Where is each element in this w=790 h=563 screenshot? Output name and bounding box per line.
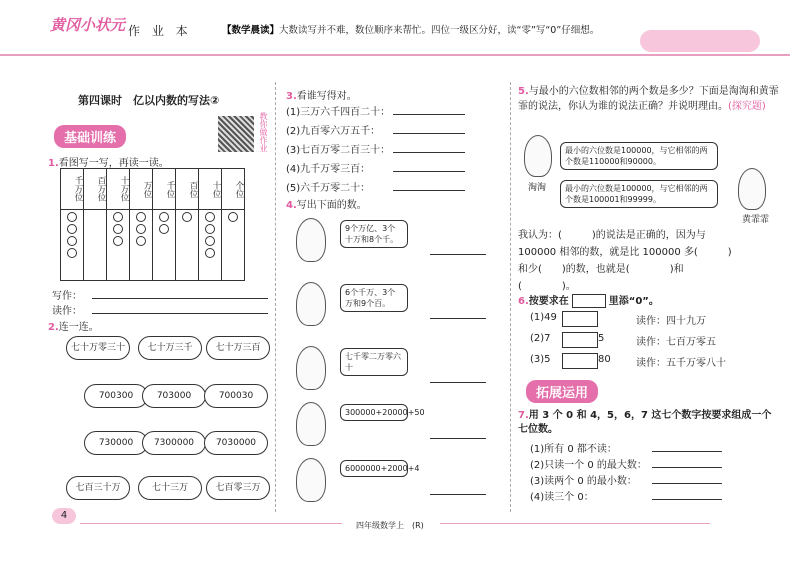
abacus-bead [205, 236, 215, 246]
q7-item-label: (4)读三个 0： [530, 492, 594, 503]
q4-speech-bubble: 6个千万、3个万和9个百。 [340, 284, 408, 312]
abacus-bead [159, 224, 169, 234]
abacus-column-header: 个位 [222, 169, 245, 210]
abacus-column-header: 千位 [153, 169, 176, 210]
abacus-column-header: 百万位 [84, 169, 107, 210]
abacus-column-header: 百位 [176, 169, 199, 210]
brand-logo: 黄冈小状元 [50, 16, 126, 34]
q1-prompt [48, 154, 169, 169]
abacus-bead [113, 212, 123, 222]
q1-text: 看图写一写，再读一读。 [58, 158, 169, 169]
q1-number: 1. [48, 158, 59, 169]
qr-caption: 教你做作业 [259, 112, 268, 152]
abacus-rod [107, 210, 130, 281]
q6-number: 6. [518, 296, 529, 307]
q5-answer-line[interactable]: 和少( )的数，也就是( )和 [518, 264, 684, 275]
column-divider-left [275, 82, 276, 512]
q5-tag: (探究题) [728, 101, 766, 112]
abacus-column-header: 十万位 [107, 169, 130, 210]
q6-item-right: 80 [598, 354, 611, 365]
q4-speech-bubble: 七千零二万零六十 [340, 348, 408, 376]
q3-answer-line[interactable] [393, 152, 465, 153]
abacus-bead [67, 248, 77, 258]
q7-number: 7. [518, 410, 529, 421]
q6-read-text: 读作：四十九万 [636, 316, 706, 327]
q4-text: 写出下面的数。 [296, 200, 367, 211]
abacus-rod [222, 210, 245, 281]
section-basic-training: 基础训练 [54, 125, 126, 148]
abacus-bead [159, 212, 169, 222]
q4-number: 4. [286, 200, 297, 211]
q5-answer-line[interactable]: ( )。 [518, 281, 576, 292]
abacus-bead [67, 236, 77, 246]
q4-child-figure [296, 458, 326, 502]
q4-prompt [286, 196, 367, 211]
q7-item-label: (2)只读一个 0 的最大数： [530, 460, 647, 471]
taotao-speech: 最小的六位数是100000，与它相邻的两个数是110000和90000。 [560, 142, 718, 170]
q7-item-label: (1)所有 0 都不读： [530, 444, 617, 455]
q3-answer-line[interactable] [393, 133, 465, 134]
abacus-bead [113, 236, 123, 246]
q6-text-a: 按要求在 [528, 296, 569, 307]
q2-cloud-option[interactable]: 700300 [84, 384, 148, 408]
header-divider [0, 54, 790, 56]
q7-prompt [518, 409, 780, 437]
q6-input-box[interactable] [562, 332, 598, 348]
abacus-bead [136, 224, 146, 234]
lesson-title: 第四课时 亿以内数的写法② [78, 94, 220, 107]
q2-cloud-option[interactable]: 七百三十万 [66, 476, 130, 500]
q3-number: 3. [286, 91, 297, 102]
q3-text: 看谁写得对。 [296, 91, 357, 102]
q7-answer-line[interactable] [652, 483, 722, 484]
q7-answer-line[interactable] [652, 499, 722, 500]
q4-child-figure [296, 282, 326, 326]
q4-child-figure [296, 218, 326, 262]
q6-text-b: 里添“0”。 [608, 296, 659, 307]
q6-input-box[interactable] [562, 353, 598, 369]
abacus-bead [136, 212, 146, 222]
abacus-rod [153, 210, 176, 281]
section-extend: 拓展运用 [526, 380, 598, 403]
q1-write-label: 写作： [52, 291, 82, 302]
abacus-bead [67, 212, 77, 222]
q2-cloud-option[interactable]: 七十三万 [138, 476, 202, 500]
q2-cloud-option[interactable]: 730000 [84, 431, 148, 455]
q1-write-line[interactable] [92, 298, 268, 299]
page-number-badge: 4 [52, 508, 76, 524]
morning-reading-tag: 【数学晨读】 [222, 25, 280, 36]
q2-cloud-option[interactable]: 七百零三万 [206, 476, 270, 500]
q6-item-left: (1)49 [530, 312, 557, 323]
q6-box-sample [572, 294, 606, 308]
column-divider-right [510, 82, 511, 512]
abacus-bead [182, 212, 192, 222]
huangfeifei-speech: 最小的六位数是100000，与它相邻的两个数是100001和99999。 [560, 180, 718, 208]
q4-answer-line[interactable] [430, 318, 486, 319]
abacus-bead [228, 212, 238, 222]
morning-reading [222, 22, 599, 36]
q6-read-text: 读作：五千万零八十 [636, 358, 726, 369]
q4-answer-line[interactable] [430, 254, 486, 255]
huangfeifei-name: 黄霏霏 [742, 215, 770, 225]
q1-read-label: 读作： [52, 306, 82, 317]
qr-code [218, 116, 254, 152]
q4-answer-line[interactable] [430, 382, 486, 383]
q3-item-label: (5)六千万零二十： [286, 183, 371, 194]
q2-cloud-option[interactable]: 七十万三百 [206, 336, 270, 360]
abacus-column-header: 十位 [199, 169, 222, 210]
abacus-bead [205, 248, 215, 258]
q3-answer-line[interactable] [393, 171, 465, 172]
q7-answer-line[interactable] [652, 467, 722, 468]
q3-answer-line[interactable] [393, 190, 465, 191]
morning-reading-text: 大数读写并不难，数位顺序来帮忙。四位一级区分好，读“零”写“0”仔细想。 [279, 25, 600, 36]
q5-prompt [518, 84, 780, 114]
q6-item-right: 5 [598, 333, 605, 344]
q2-cloud-option[interactable]: 7300000 [142, 431, 206, 455]
q4-speech-bubble: 9个万亿、3个十万和8个千。 [340, 220, 408, 248]
book-label: 作 业 本 [128, 24, 192, 38]
q6-read-text: 读作：七百万零五 [636, 337, 716, 348]
taotao-figure [524, 135, 552, 177]
q6-item-left: (2)7 [530, 333, 551, 344]
abacus-rod [130, 210, 153, 281]
q3-item-label: (1)三万六千四百二十： [286, 107, 391, 118]
abacus-bead [205, 212, 215, 222]
q2-cloud-option[interactable]: 7030000 [204, 431, 268, 455]
q2-cloud-option[interactable]: 700030 [204, 384, 268, 408]
abacus-bead [67, 224, 77, 234]
q3-prompt [286, 87, 357, 102]
q2-number: 2. [48, 322, 59, 333]
abacus-rod [199, 210, 222, 281]
abacus-rod [61, 210, 84, 281]
q2-cloud-option[interactable]: 七十万三千 [138, 336, 202, 360]
q4-answer-line[interactable] [430, 438, 486, 439]
q4-speech-bubble: 6000000+2000+4 [340, 460, 408, 477]
q2-cloud-option[interactable]: 七十万零三十 [66, 336, 130, 360]
q3-item-label: (3)七百万零二百三十： [286, 145, 391, 156]
abacus-bead [205, 224, 215, 234]
q6-prompt [518, 292, 659, 308]
abacus-table [60, 168, 245, 281]
q4-speech-bubble: 300000+20000+50 [340, 404, 408, 421]
q3-answer-line[interactable] [393, 114, 465, 115]
q3-item-label: (4)九千万零三百： [286, 164, 371, 175]
q7-text: 用 3 个 0 和 4，5，6，7 这七个数字按要求组成一个七位数。 [518, 410, 772, 435]
q5-number: 5. [518, 86, 529, 97]
q5-answer-line[interactable]: 我认为：( )的说法是正确的，因为与 [518, 230, 706, 241]
footer-line-right [440, 523, 710, 524]
abacus-column-header: 千万位 [61, 169, 84, 210]
q2-prompt [48, 318, 99, 333]
q4-child-figure [296, 346, 326, 390]
q4-child-figure [296, 402, 326, 446]
q1-read-line[interactable] [92, 313, 268, 314]
abacus-rod [176, 210, 199, 281]
footer-line-left [80, 523, 342, 524]
abacus-rod [84, 210, 107, 281]
q7-item-label: (3)读两个 0 的最小数： [530, 476, 637, 487]
q5-answer-line[interactable]: 100000 相邻的数，就是比 100000 多( ) [518, 247, 732, 258]
footer-book: 四年级数学上 (R) [356, 521, 424, 530]
abacus-bead [113, 224, 123, 234]
q4-answer-line[interactable] [430, 494, 486, 495]
huangfeifei-figure [738, 168, 766, 210]
q7-answer-line[interactable] [652, 451, 722, 452]
q6-input-box[interactable] [562, 311, 598, 327]
abacus-column-header: 万位 [130, 169, 153, 210]
q6-item-left: (3)5 [530, 354, 551, 365]
taotao-name: 淘淘 [528, 183, 547, 193]
q2-text: 连一连。 [58, 322, 99, 333]
q2-cloud-option[interactable]: 703000 [142, 384, 206, 408]
cloud-decoration [640, 30, 760, 52]
q5-text: 与最小的六位数相邻的两个数是多少？下面是淘淘和黄霏霏的说法，你认为谁的说法正确？并说明理由。 [518, 86, 779, 112]
abacus-bead [136, 236, 146, 246]
q3-item-label: (2)九百零六万五千： [286, 126, 381, 137]
